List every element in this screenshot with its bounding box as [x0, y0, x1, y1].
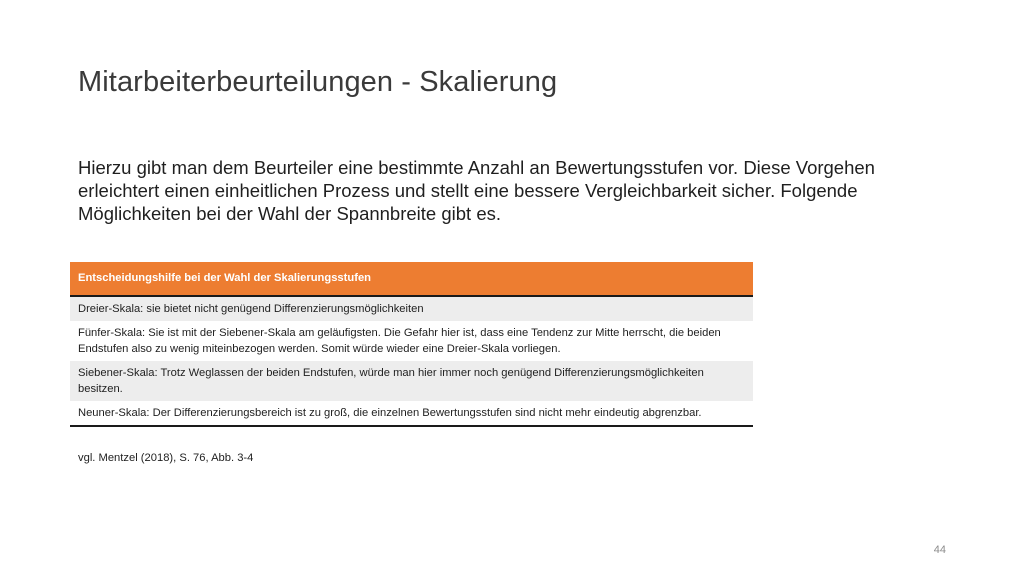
table-row-siebener-skala: [70, 361, 753, 401]
slide-body-text: Hierzu gibt man dem Beurteiler eine bestimmte Anzahl an Bewertungsstufen vor. Diese Vorgehen erleichtert einen einheitlichen Prozess und stellt eine bessere Vergleichbarkeit sicher. Folgende Möglichkeiten bei der Wahl der Spannbreite gibt es.: [78, 157, 875, 224]
table-row-dreier-skala: [70, 296, 753, 321]
scale-decision-table-container: [70, 262, 753, 427]
table-cell: Dreier-Skala: sie bietet nicht genügend Differenzierungsmöglichkeiten: [70, 296, 753, 321]
table-row-fuenfer-skala: [70, 321, 753, 361]
table-cell: Fünfer-Skala: Sie ist mit der Siebener-Skala am geläufigsten. Die Gefahr hier ist, dass eine Tendenz zur Mitte herrscht, die beiden Endstufen also zu wenig miteinbezogen werden. Somit würde wieder eine Dreier-Skala vorliegen.: [78, 327, 721, 355]
source-citation: vgl. Mentzel (2018), S. 76, Abb. 3-4: [78, 452, 254, 464]
page-number: 44: [933, 544, 946, 556]
slide-title: Mitarbeiterbeurteilungen - Skalierung: [78, 66, 558, 98]
table-header-row: [70, 262, 753, 296]
table-cell: Siebener-Skala: Trotz Weglassen der beiden Endstufen, würde man hier immer noch genügend Differenzierungsmöglichkeiten besitzen.: [70, 361, 753, 401]
table-cell: Neuner-Skala: Der Differenzierungsbereich ist zu groß, die einzelnen Bewertungsstufen sind nicht mehr eindeutig abgrenzbar.: [70, 401, 753, 426]
scale-decision-table: [70, 262, 753, 427]
table-header-cell: Entscheidungshilfe bei der Wahl der Skalierungsstufen: [70, 262, 753, 296]
table-row-neuner-skala: [70, 401, 753, 426]
